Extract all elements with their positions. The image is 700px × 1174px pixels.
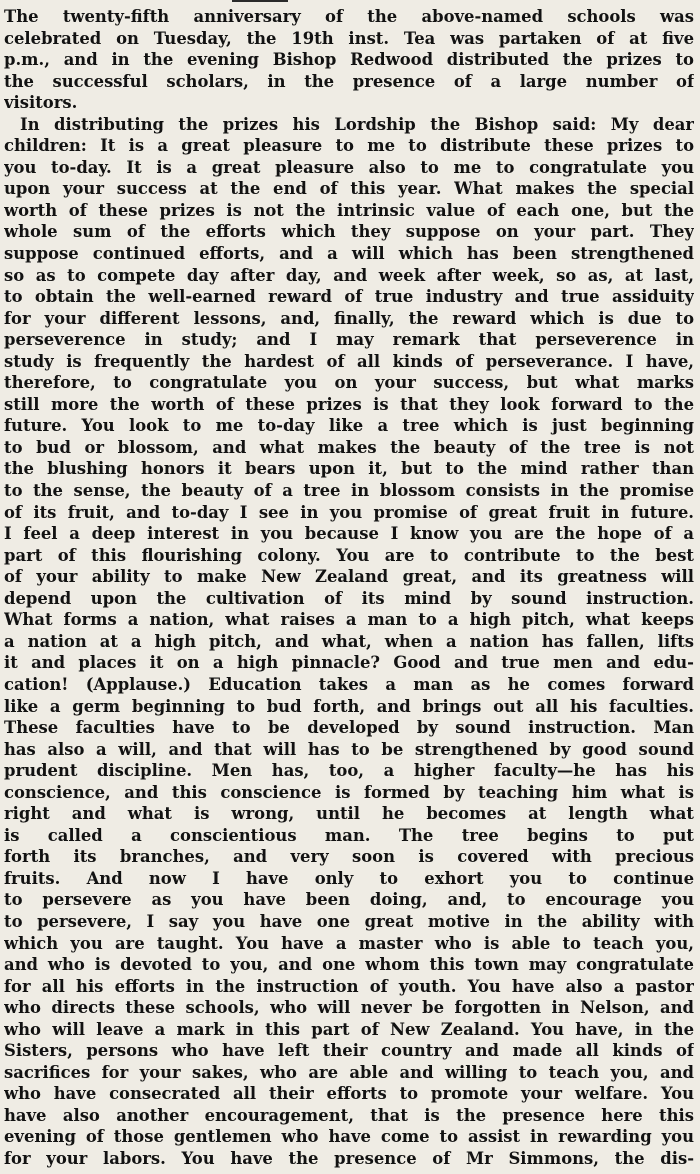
text-line: it and places it on a high pinnacle? Good and true men and edu-: [4, 653, 694, 673]
text-line: to obtain the well-earned reward of true industry and true assiduity: [4, 287, 694, 307]
text-line: a nation at a high pitch, and what, when a nation has fallen, lifts: [4, 631, 694, 651]
text-line: visitors.: [4, 93, 78, 113]
text-line: you to-day. It is a great pleasure also to me to congratulate you: [4, 157, 694, 177]
text-line: p.m., and in the evening Bishop Redwood distributed the prizes to: [4, 50, 694, 70]
text-line: to bud or blossom, and what makes the beauty of the tree is not: [4, 437, 694, 457]
text-line: future. You look to me to-day like a tree which is just beginning: [4, 416, 694, 436]
text-line: of your ability to make New Zealand great, and its greatness will: [4, 567, 694, 587]
text-line: In distributing the prizes his Lordship the Bishop said: My dear: [20, 114, 694, 134]
text-line: to persevere as you have been doing, and, to encourage you: [4, 890, 694, 910]
text-line: to the sense, the beauty of a tree in blossom consists in the promise: [4, 481, 694, 501]
text-line: suppose continued efforts, and a will which has been strengthened: [4, 244, 694, 264]
text-line: have also another encouragement, that is the presence here this: [4, 1105, 694, 1125]
column-top-rule: [232, 0, 288, 5]
text-line: so as to compete day after day, and week after week, so as, at last,: [4, 265, 694, 285]
text-line: is called a conscientious man. The tree begins to put: [4, 825, 694, 845]
text-line: whole sum of the efforts which they suppose on your part. They: [4, 222, 694, 242]
text-line: still more the worth of these prizes is that they look forward to the: [4, 394, 694, 414]
text-line: the successful scholars, in the presence of a large number of: [4, 71, 694, 91]
text-line: prudent discipline. Men has, too, a higher faculty—he has his: [4, 761, 694, 781]
text-line: like a germ beginning to bud forth, and brings out all his faculties.: [4, 696, 694, 716]
text-line: children: It is a great pleasure to me to distribute these prizes to: [4, 136, 694, 156]
text-line: cation! (Applause.) Education takes a man as he comes forward: [4, 674, 694, 694]
text-line: has also a will, and that will has to be strengthened by good sound: [4, 739, 694, 759]
text-line: therefore, to congratulate you on your success, but what marks: [4, 373, 694, 393]
text-line: perseverence in study; and I may remark that perseverence in: [4, 330, 694, 350]
article-paragraph: [4, 6, 694, 114]
text-line: right and what is wrong, until he becomes at length what: [4, 804, 694, 824]
text-line: depend upon the cultivation of its mind by sound instruction.: [4, 588, 694, 608]
text-line: which you are taught. You have a master who is able to teach you,: [4, 933, 694, 953]
text-line: Sisters, persons who have left their country and made all kinds of: [4, 1041, 694, 1061]
text-line: the blushing honors it bears upon it, but to the mind rather than: [4, 459, 694, 479]
text-line: evening of those gentlemen who have come to assist in rewarding you: [4, 1127, 694, 1147]
text-line: upon your success at the end of this year. What makes the special: [4, 179, 694, 199]
text-line: conscience, and this conscience is formed by teaching him what is: [4, 782, 694, 802]
text-line: These faculties have to be developed by sound instruction. Man: [4, 718, 694, 738]
text-line: worth of these prizes is not the intrinsic value of each one, but the: [4, 200, 694, 220]
text-line: for your labors. You have the presence of Mr Simmons, the dis-: [4, 1148, 694, 1168]
text-line: and who is devoted to you, and one whom this town may congratulate: [4, 955, 694, 975]
text-line: part of this flourishing colony. You are to contribute to the best: [4, 545, 694, 565]
text-line: study is frequently the hardest of all kinds of perseverance. I have,: [4, 351, 694, 371]
text-line: forth its branches, and very soon is covered with precious: [4, 847, 694, 867]
text-line: who will leave a mark in this part of New Zealand. You have, in the: [4, 1019, 694, 1039]
text-line: What forms a nation, what raises a man to a high pitch, what keeps: [4, 610, 694, 630]
article-paragraph: [4, 114, 694, 1170]
text-line: for your different lessons, and, finally, the reward which is due to: [4, 308, 694, 328]
text-line: fruits. And now I have only to exhort you to continue: [4, 868, 694, 888]
text-line: to persevere, I say you have one great motive in the ability with: [4, 911, 694, 931]
article-body: [4, 6, 694, 1170]
text-line: who directs these schools, who will never be forgotten in Nelson, and: [4, 998, 694, 1018]
text-line: who have consecrated all their efforts to promote your welfare. You: [4, 1084, 694, 1104]
text-line: of its fruit, and to-day I see in you promise of great fruit in future.: [4, 502, 694, 522]
text-line: The twenty-fifth anniversary of the above-named schools was: [4, 7, 694, 26]
text-line: for all his efforts in the instruction of youth. You have also a pastor: [4, 976, 694, 996]
text-line: celebrated on Tuesday, the 19th inst. Tea was partaken of at five: [4, 28, 694, 48]
text-line: sacrifices for your sakes, who are able and willing to teach you, and: [4, 1062, 694, 1082]
text-line: I feel a deep interest in you because I know you are the hope of a: [4, 524, 694, 544]
